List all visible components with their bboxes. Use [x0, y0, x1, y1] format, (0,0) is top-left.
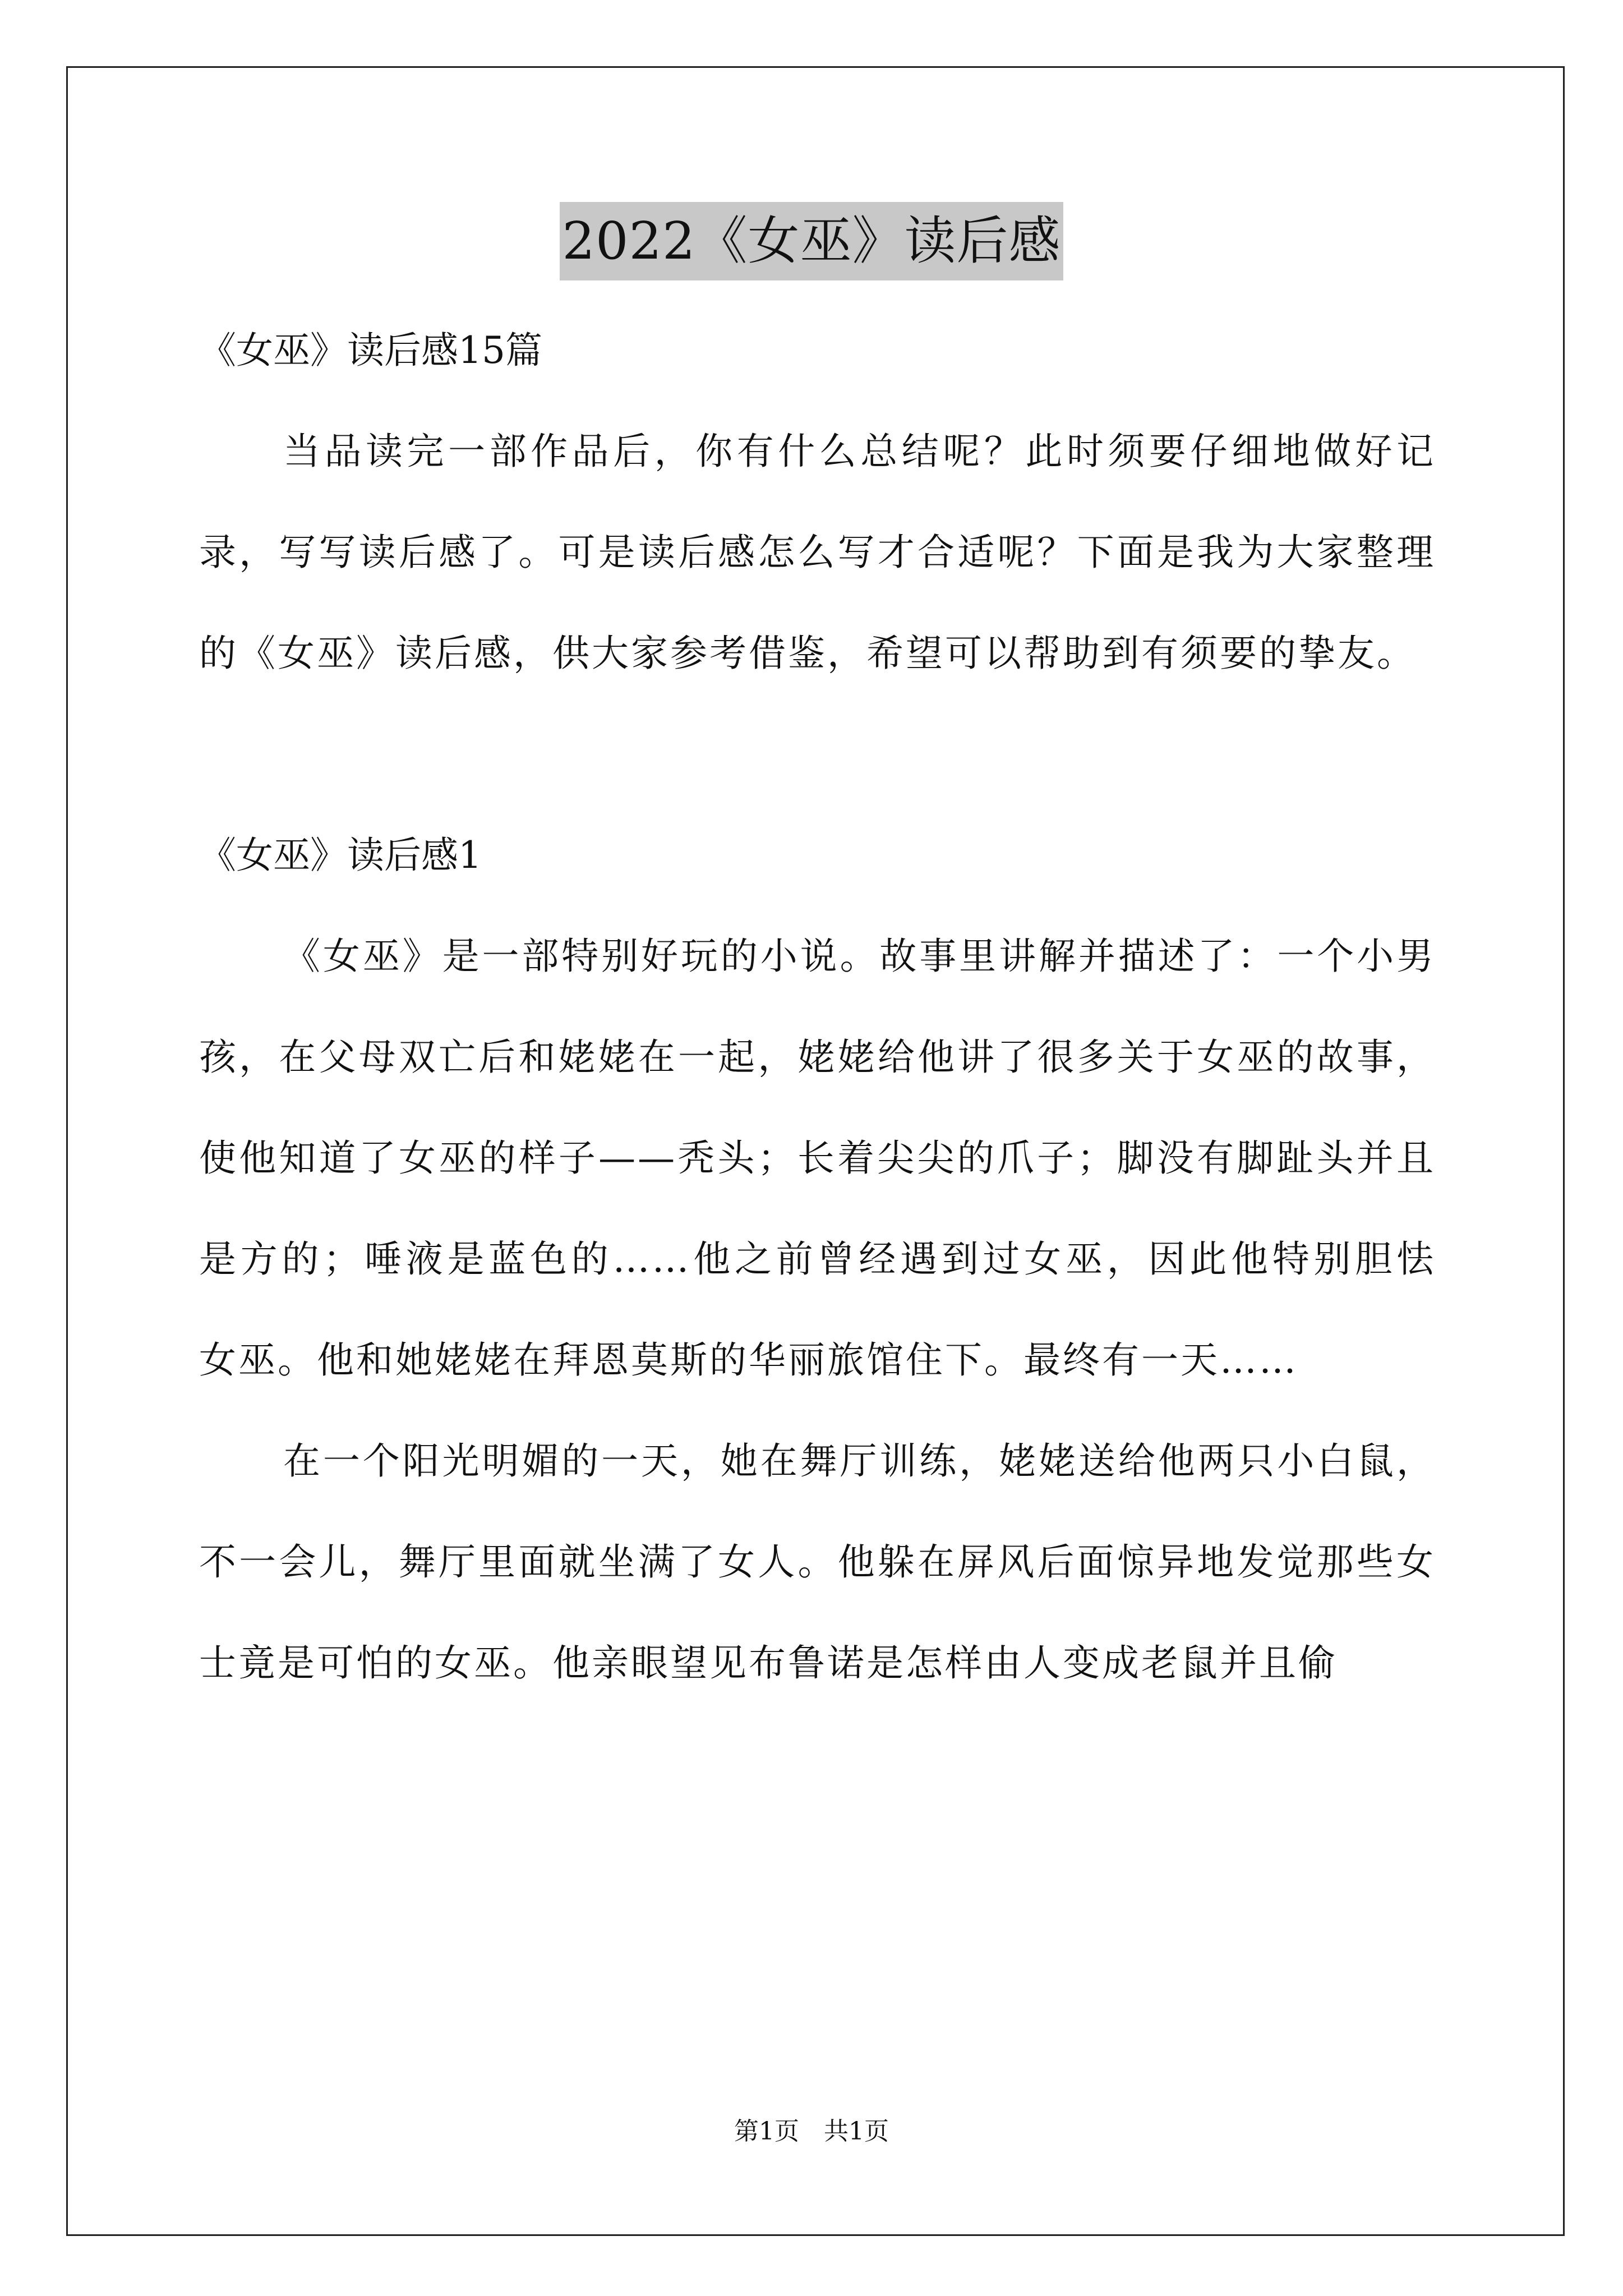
page-footer: 第1页 共1页	[734, 2117, 889, 2146]
section-heading: 《女巫》读后感1	[199, 834, 482, 877]
document-body	[199, 300, 1475, 1714]
document-title: 2022《女巫》读后感	[560, 202, 1063, 280]
document-subtitle: 《女巫》读后感15篇	[199, 329, 542, 372]
body-paragraph-2: 在一个阳光明媚的一天，她在舞厅训练，姥姥送给他两只小白鼠，不一会儿，舞厅里面就坐满了女人。他躲在屏风后面惊异地发觉那些女士竟是可怕的女巫。他亲眼望见布鲁诺是怎样由人变成老鼠并且偷	[199, 1439, 1436, 1685]
intro-paragraph: 当品读完一部作品后，你有什么总结呢？此时须要仔细地做好记录，写写读后感了。可是读后感怎么写才合适呢？下面是我为大家整理的《女巫》读后感，供大家参考借鉴，希望可以帮助到有须要的挚友。	[199, 430, 1436, 675]
title-container	[0, 202, 1623, 280]
paragraph-spacer	[199, 704, 1436, 805]
body-paragraph-1: 《女巫》是一部特别好玩的小说。故事里讲解并描述了：一个小男孩，在父母双亡后和姥姥在一起，姥姥给他讲了很多关于女巫的故事，使他知道了女巫的样子——秃头；长着尖尖的爪子；脚没有脚趾头并且是方的；唾液是蓝色的……他之前曾经遇到过女巫，因此他特别胆怯 女巫。他和她姥姥在拜恩莫斯的华丽旅馆住下。最终有一天……	[199, 935, 1475, 1382]
